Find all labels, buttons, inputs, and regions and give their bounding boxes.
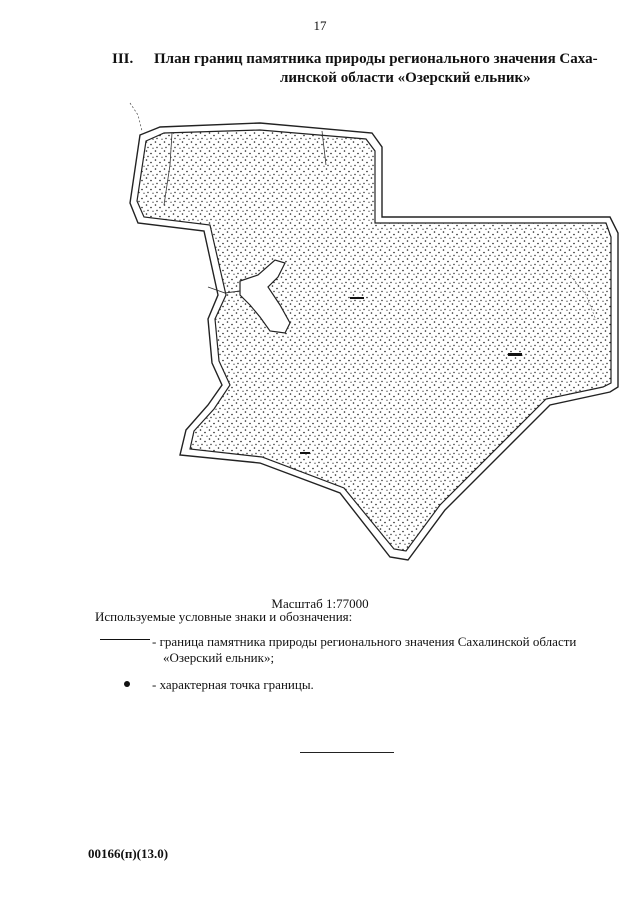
legend-boundary-text-2: «Озерский ельник»;	[163, 650, 275, 665]
map-feature-mark	[508, 353, 522, 356]
heading-line-1: План границ памятника природы регионального значения Саха-	[154, 51, 598, 67]
legend-title: Используемые условные знаки и обозначения:	[95, 609, 353, 624]
legend-boundary-text-1: - граница памятника природы регионального значения Сахалинской области	[152, 634, 577, 649]
map-scale: Масштаб 1:77000	[271, 596, 369, 611]
page-number: 17	[313, 18, 327, 33]
heading-line-2: линской области «Озерский ельник»	[280, 70, 531, 86]
legend-point-text: - характерная точка границы.	[152, 677, 314, 692]
stream-line	[130, 103, 142, 131]
heading-number: III.	[112, 51, 134, 67]
legend-line-symbol	[100, 639, 150, 640]
map-feature-mark	[350, 297, 364, 299]
document-code: 00166(п)(13.0)	[88, 846, 169, 861]
territory-area	[137, 130, 611, 551]
divider-rule	[300, 752, 394, 753]
legend-point-symbol	[124, 681, 130, 687]
map-feature-mark	[300, 452, 310, 454]
boundary-map	[100, 95, 630, 585]
